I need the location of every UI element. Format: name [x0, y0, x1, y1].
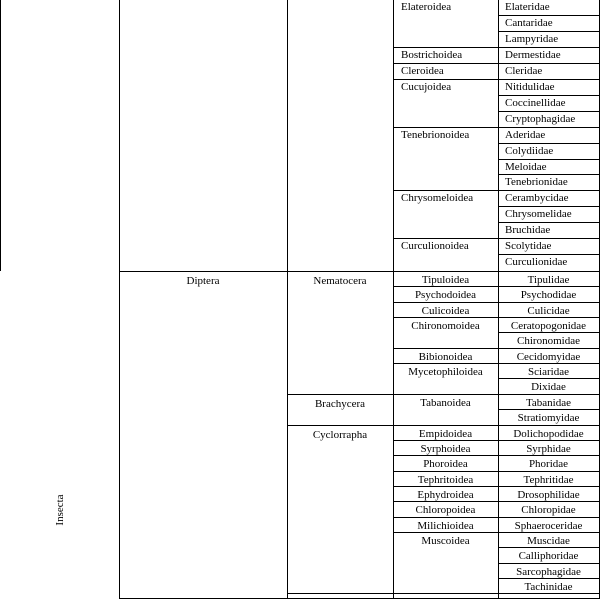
superfamily-label: Tenebrionoidea	[401, 128, 470, 141]
superfamily-label: Mycetophiloidea	[408, 366, 483, 379]
suborder-label: Nematocera	[313, 275, 367, 287]
order-column-border	[119, 0, 120, 599]
family-row-divider	[498, 111, 600, 112]
family-label: Cryptophagidae	[505, 112, 576, 125]
family-label: Tipulidae	[527, 274, 570, 286]
family-label: Syrphidae	[526, 442, 571, 455]
family-label: Psychodidae	[520, 289, 577, 302]
family-label: Muscidae	[527, 534, 570, 547]
family-label: Cleridae	[505, 64, 543, 77]
family-label: Culicidae	[527, 304, 570, 317]
superfamily-row-divider	[393, 455, 600, 456]
family-label: Meloidae	[505, 160, 547, 173]
family-label: Cerambycidae	[505, 192, 569, 205]
family-row-divider	[498, 332, 600, 333]
family-row-divider	[498, 159, 600, 160]
superfamily-label: Psychodoidea	[414, 289, 477, 302]
family-label: Bruchidae	[505, 224, 551, 237]
superfamily-label: Curculionoidea	[401, 240, 469, 253]
family-label: Tabanidae	[525, 396, 572, 409]
superfamily-row-divider	[393, 486, 600, 487]
superfamily-label: Culicoidea	[421, 304, 470, 317]
superfamily-label: Phoroidea	[423, 458, 468, 471]
superfamily-label: Chironomoidea	[411, 320, 480, 333]
family-label: Scolytidae	[505, 240, 552, 253]
superfamily-label: Milichioidea	[417, 519, 474, 532]
family-label: Cantaridae	[505, 16, 553, 29]
superfamily-row-divider	[393, 363, 600, 364]
family-row-divider	[498, 174, 600, 175]
family-row-divider	[498, 563, 600, 564]
superfamily-label: Tabanoidea	[420, 396, 471, 409]
superfamily-label: Elateroidea	[401, 1, 452, 13]
family-label: Colydiidae	[505, 144, 554, 157]
superfamily-label: Bibionoidea	[418, 350, 473, 363]
family-label: Nitidulidae	[505, 80, 555, 93]
family-row-divider	[498, 31, 600, 32]
family-row-divider	[498, 578, 600, 579]
family-label: Chloropidae	[521, 504, 576, 517]
family-label: Calliphoridae	[518, 550, 579, 563]
family-row-divider	[498, 95, 600, 96]
superfamily-row-divider	[393, 286, 600, 287]
family-label: Chironomidae	[517, 335, 580, 348]
family-row-divider	[498, 206, 600, 207]
family-row-divider	[498, 409, 600, 410]
superfamily-label: Tipuloidea	[421, 274, 470, 286]
family-row-divider	[498, 378, 600, 379]
family-label: Tachinidae	[524, 581, 573, 593]
family-label: Coccinellidae	[505, 96, 566, 109]
superfamily-row-divider	[393, 501, 600, 502]
family-label: Stratiomyidae	[517, 412, 580, 425]
family-label: Chrysomelidae	[505, 208, 572, 221]
family-label: Phoridae	[528, 458, 569, 471]
superfamily-label: Bostrichoidea	[401, 48, 463, 61]
family-label: Cecidomyidae	[516, 350, 581, 363]
family-row-divider	[498, 254, 600, 255]
family-label: Dixidae	[531, 381, 566, 394]
superfamily-row-divider	[393, 532, 600, 533]
family-label: Curculionidae	[505, 256, 568, 269]
family-label: Sciaridae	[528, 366, 569, 379]
superfamily-label: Empidoidea	[418, 427, 473, 440]
family-label: Aderidae	[505, 128, 546, 141]
family-label: Drosophilidae	[517, 488, 580, 501]
family-row-divider	[498, 15, 600, 16]
family-row-divider	[498, 547, 600, 548]
family-label: Tenebrionidae	[505, 176, 568, 189]
family-label: Lampyridae	[505, 32, 559, 45]
family-label: Sarcophagidae	[516, 565, 581, 578]
suborder-row-divider	[287, 593, 600, 594]
order-label-diptera: Diptera	[186, 275, 220, 287]
family-label: Sphaeroceridae	[514, 519, 583, 532]
superfamily-label: Ephydroidea	[417, 488, 474, 501]
class-label: Insecta	[54, 494, 66, 526]
family-label: Tephritidae	[523, 473, 574, 486]
suborder-label: Brachycera	[314, 397, 366, 410]
superfamily-label: Cucujoidea	[401, 80, 452, 93]
superfamily-label: Muscoidea	[421, 534, 470, 547]
superfamily-label: Chrysomeloidea	[401, 192, 474, 205]
family-label: Ceratopogonidae	[510, 320, 587, 333]
superfamily-label: Chloropoidea	[415, 504, 476, 517]
table-left-border	[0, 0, 1, 271]
order-divider	[119, 271, 600, 272]
family-row-divider	[498, 143, 600, 144]
suborder-column-border	[287, 0, 288, 599]
family-row-divider	[498, 222, 600, 223]
superfamily-label: Syrphoidea	[420, 442, 471, 455]
superfamily-row-divider	[393, 440, 600, 441]
superfamily-label: Cleroidea	[401, 64, 444, 77]
superfamily-row-divider	[393, 317, 600, 318]
family-label: Elateridae	[505, 1, 550, 13]
family-label: Dermestidae	[505, 48, 561, 61]
family-label: Dolichopodidae	[513, 427, 584, 440]
superfamily-label: Tephritoidea	[417, 473, 474, 486]
suborder-label: Cyclorrapha	[312, 428, 368, 441]
